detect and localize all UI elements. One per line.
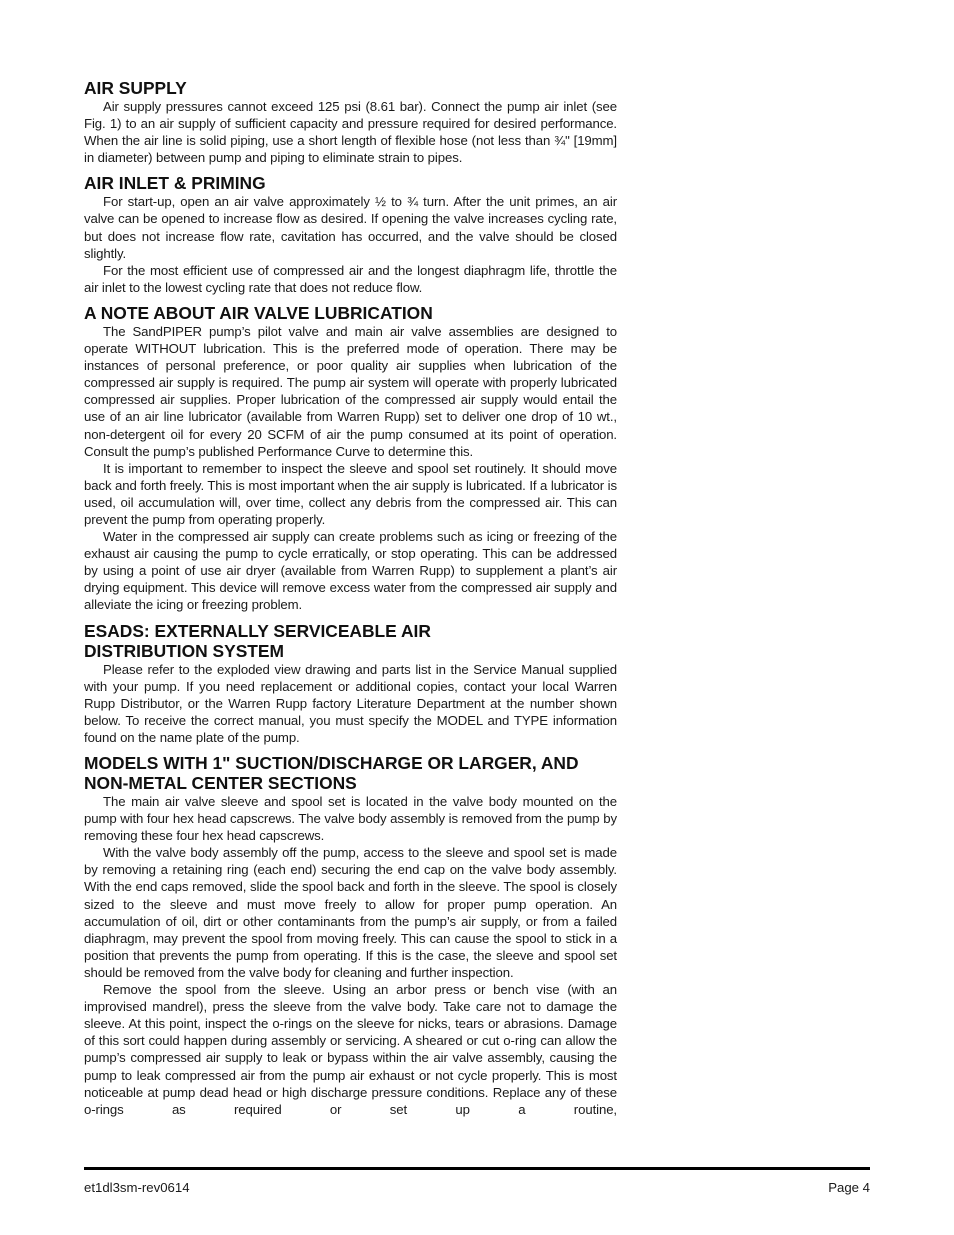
paragraph: For the most efficient use of compressed air and the longest diaphragm life, throttle the air inlet to the lowest cycling rate that does not reduce flow. (84, 262, 617, 295)
footer-divider (84, 1167, 870, 1170)
section-heading: A NOTE ABOUT AIR VALVE LUBRICATION (84, 302, 433, 323)
section-heading (84, 753, 617, 793)
heading-line: NON-METAL CENTER SECTIONS (84, 773, 357, 793)
footer-doc-code: et1dl3sm-rev0614 (84, 1180, 190, 1195)
heading-line: MODELS WITH 1" SUCTION/DISCHARGE OR LARGER, AND (84, 753, 579, 773)
paragraph: For start-up, open an air valve approximately ½ to ¾ turn. After the unit primes, an air valve can be opened to increase flow as desired. If opening the valve increases cycling rate, but does not increase flow rate, cavitation has occurred, and the valve should be closed slightly. (84, 194, 617, 261)
footer-page-number: Page 4 (828, 1180, 870, 1195)
section-esads (84, 621, 617, 746)
paragraph: Remove the spool from the sleeve. Using an arbor press or bench vise (with an improvised mandrel), press the sleeve from the valve body. Take care not to damage the sleeve. At this point, inspect the o-rings on the sleeve for nicks, tears or abrasions. Damage of this sort could happen during assembly or servicing. A sheared or cut o-ring can allow the pump’s compressed air supply to leak or bypass within the air valve assembly, causing the pump to leak compressed air from the pump air exhaust or not cycle properly. This is most noticeable at pump dead head or high discharge pressure conditions. Replace any of these o-rings as required or set up a routine, (84, 982, 617, 1117)
heading-line: ESADS: EXTERNALLY SERVICEABLE AIR (84, 620, 431, 641)
paragraph: It is important to remember to inspect the sleeve and spool set routinely. It should move back and forth freely. This is most important when the air supply is lubricated. If a lubricator is used, oil accumulation will, over time, collect any debris from the compressed air. This can prevent the pump from operating properly. (84, 460, 617, 527)
paragraph: Please refer to the exploded view drawing and parts list in the Service Manual supplied with your pump. If you need replacement or additional copies, contact your local Warren Rupp Distributor, or the Warren Rupp factory Literature Department at the number shown below. To receive the correct manual, you must specify the MODEL and TYPE information found on the name plate of the pump. (84, 661, 617, 745)
paragraph: The SandPIPER pump’s pilot valve and main air valve assemblies are designed to operate WITHOUT lubrication. This is the preferred mode of operation. There may be instances of personal preference, or poor quality air supplies when lubrication of the compressed air supply is required. The pump air system will operate with properly lubricated compressed air supplies. Proper lubrication of the compressed air supply would entail the use of an air line lubricator (available from Warren Rupp) set to deliver one drop of 10 wt., non-detergent oil for every 20 SCFM of air the pump consumed at its point of operation. Consult the pump’s published Performance Curve to determine this. (84, 323, 617, 459)
section-heading: AIR SUPPLY (84, 78, 187, 98)
section-air-valve-lubrication (84, 303, 617, 614)
section-air-inlet-priming (84, 173, 617, 296)
section-air-supply (84, 78, 617, 166)
text-column (84, 78, 617, 1125)
paragraph: Air supply pressures cannot exceed 125 psi (8.61 bar). Connect the pump air inlet (see Fig. 1) to an air supply of sufficient capacity and pressure required for desired performance. When the air line is solid piping, use a short length of flexible hose (not less than ¾" [19mm] in diameter) between pump and piping to eliminate strain to pipes. (84, 99, 617, 166)
section-heading (84, 621, 617, 661)
paragraph: Water in the compressed air supply can create problems such as icing or freezing of the exhaust air causing the pump to cycle erratically, or stop operating. This can be addressed by using a point of use air dryer (available from Warren Rupp) to supplement a plant’s air drying equipment. This device will remove excess water from the compressed air supply and alleviate the icing or freezing problem. (84, 529, 617, 613)
paragraph: With the valve body assembly off the pump, access to the sleeve and spool set is made by removing a retaining ring (each end) securing the end cap on the valve body assembly. With the end caps removed, slide the spool back and forth in the sleeve. The spool is closely sized to the sleeve and must move freely to allow for proper pump operation. An accumulation of oil, dirt or other contaminants from the pump’s air supply, or from a failed diaphragm, may prevent the spool from moving freely. This can cause the spool to stick in a position that prevents the pump from operating. If this is the case, the sleeve and spool set should be removed from the valve body for cleaning and further inspection. (84, 845, 617, 980)
section-models-1-inch (84, 753, 617, 1118)
section-heading: AIR INLET & PRIMING (84, 173, 266, 194)
paragraph: The main air valve sleeve and spool set is located in the valve body mounted on the pump with four hex head capscrews. The valve body assembly is removed from the pump by removing these four hex head capscrews. (84, 794, 617, 844)
heading-line: DISTRIBUTION SYSTEM (84, 640, 285, 661)
